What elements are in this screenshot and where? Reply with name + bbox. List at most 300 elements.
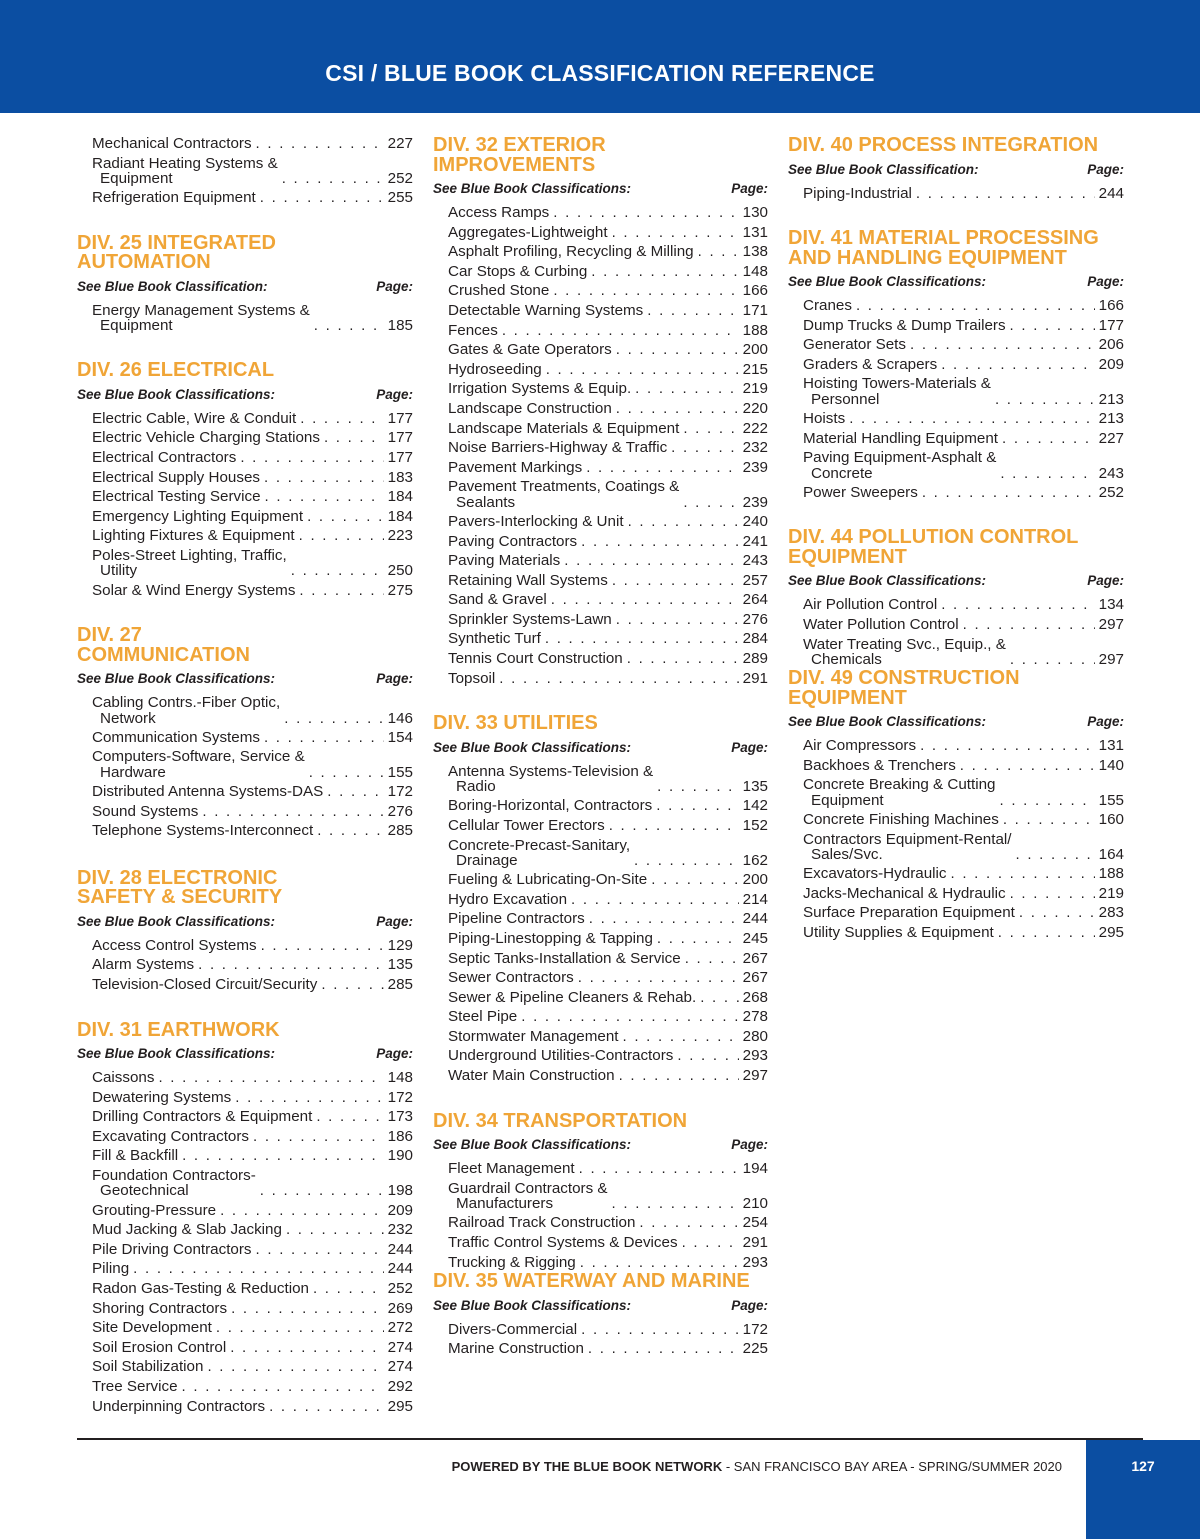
entry-page-number: 272 xyxy=(387,1319,413,1337)
classification-list xyxy=(433,203,768,688)
entry-page-number: 244 xyxy=(1098,184,1124,202)
classification-entry[interactable] xyxy=(433,629,768,649)
classification-entry[interactable] xyxy=(433,512,768,532)
entry-page-number: 268 xyxy=(742,988,768,1006)
classification-entry[interactable] xyxy=(433,1007,768,1027)
entry-name: Fill & Backfill xyxy=(92,1147,179,1165)
classification-entry[interactable] xyxy=(77,802,413,822)
entry-page-number: 291 xyxy=(742,1233,768,1251)
entry-name: Gates & Gate Operators xyxy=(448,341,612,359)
classification-entry[interactable] xyxy=(433,1027,768,1047)
entry-name: Underpinning Contractors xyxy=(92,1397,266,1415)
entry-page-number: 209 xyxy=(387,1201,413,1219)
classification-entry[interactable] xyxy=(77,507,413,527)
classification-entry[interactable] xyxy=(788,595,1124,615)
entry-name: Antenna Systems-Television & xyxy=(448,762,654,780)
dot-leader xyxy=(158,1068,383,1088)
entry-name: Piping-Linestopping & Tapping xyxy=(448,929,653,947)
dot-leader xyxy=(1010,652,1095,667)
classification-entry[interactable] xyxy=(433,1339,768,1359)
classification-entry[interactable] xyxy=(788,483,1124,503)
entry-name: Dewatering Systems xyxy=(92,1088,232,1106)
entry-name: Concrete Finishing Machines xyxy=(803,811,999,828)
classification-entry[interactable] xyxy=(77,821,413,841)
classification-entry[interactable] xyxy=(433,571,768,591)
classification-entry[interactable] xyxy=(77,1201,413,1221)
dot-leader xyxy=(321,975,383,995)
entry-name: Access Ramps xyxy=(448,204,550,221)
dot-leader xyxy=(963,615,1095,635)
entry-name: Distributed Antenna Systems-DAS xyxy=(92,783,324,800)
page-column-label: Page: xyxy=(376,278,413,294)
classification-entry[interactable] xyxy=(433,203,768,223)
classification-entry[interactable] xyxy=(788,830,1124,865)
dot-leader xyxy=(182,1377,384,1397)
entry-page-number: 275 xyxy=(387,581,413,599)
dot-leader xyxy=(256,134,384,154)
classification-entry[interactable] xyxy=(788,903,1124,923)
classification-entry[interactable] xyxy=(433,1233,768,1253)
classification-entry[interactable] xyxy=(77,1068,413,1088)
dot-leader xyxy=(235,1088,383,1108)
entry-name: Backhoes & Trenchers xyxy=(803,756,956,774)
classification-entry[interactable] xyxy=(77,1357,413,1377)
classification-entry[interactable] xyxy=(788,864,1124,884)
division-title: DIV. 27 COMMUNICATION xyxy=(77,624,250,666)
division-title: DIV. 32 EXTERIOR IMPROVEMENTS xyxy=(433,134,606,176)
entry-name: Tree Service xyxy=(92,1377,178,1395)
entry-name: Surface Preparation Equipment xyxy=(803,904,1015,922)
subheader-label: See Blue Book Classifications: xyxy=(77,671,276,687)
footer-divider xyxy=(77,1438,1143,1440)
dot-leader xyxy=(299,526,384,546)
classification-entry[interactable] xyxy=(788,615,1124,635)
entry-page-number: 267 xyxy=(742,949,768,967)
entry-name: Detectable Warning Systems xyxy=(448,301,644,319)
classification-entry[interactable] xyxy=(77,468,413,488)
entry-page-number: 160 xyxy=(1098,811,1124,828)
classification-entry[interactable] xyxy=(433,909,768,929)
subheader-label: See Blue Book Classifications: xyxy=(433,739,632,755)
entry-page-number: 276 xyxy=(742,610,768,628)
dot-leader xyxy=(588,1339,739,1359)
entry-name-continued: Hardware xyxy=(100,763,166,781)
entry-page-number: 284 xyxy=(742,630,768,648)
classification-entry[interactable] xyxy=(77,1279,413,1299)
classification-entry[interactable] xyxy=(433,340,768,360)
classification-entry[interactable] xyxy=(77,1240,413,1260)
entry-page-number: 134 xyxy=(1098,596,1124,614)
entry-name-continued: Equipment xyxy=(100,317,173,335)
entry-name: Lighting Fixtures & Equipment xyxy=(92,527,295,545)
column-left xyxy=(77,134,413,1416)
classification-entry[interactable] xyxy=(788,756,1124,776)
entry-name: Retaining Wall Systems xyxy=(448,571,608,589)
entry-name: Dump Trucks & Dump Trailers xyxy=(803,316,1006,334)
division-section xyxy=(77,626,413,841)
entry-name: Pavement Markings xyxy=(448,458,583,476)
classification-entry[interactable] xyxy=(788,635,1124,670)
entry-page-number: 297 xyxy=(742,1067,768,1085)
classification-entry[interactable] xyxy=(77,693,413,728)
classification-entry[interactable] xyxy=(433,281,768,301)
entry-page-number: 184 xyxy=(387,488,413,506)
page-column-label: Page: xyxy=(1087,161,1124,177)
classification-entry[interactable] xyxy=(788,775,1124,810)
entry-page-number: 200 xyxy=(742,871,768,889)
dot-leader xyxy=(612,1196,739,1211)
entry-page-number: 219 xyxy=(1098,884,1124,902)
entry-page-number: 213 xyxy=(1098,410,1124,428)
classification-entry[interactable] xyxy=(77,1299,413,1319)
entry-page-number: 183 xyxy=(387,468,413,486)
entry-name: Guardrail Contractors & xyxy=(448,1179,608,1197)
classification-entry[interactable] xyxy=(77,1088,413,1108)
division-section xyxy=(788,669,1124,942)
dot-leader xyxy=(657,779,739,794)
classification-entry[interactable] xyxy=(77,154,413,189)
classification-entry[interactable] xyxy=(433,890,768,910)
classification-entry[interactable] xyxy=(433,816,768,836)
classification-entry[interactable] xyxy=(788,296,1124,316)
entry-page-number: 264 xyxy=(742,591,768,609)
classification-entry[interactable] xyxy=(433,988,768,1008)
entry-page-number: 240 xyxy=(742,512,768,530)
classification-entry[interactable] xyxy=(433,438,768,458)
classification-subheader xyxy=(77,914,413,930)
division-title: DIV. 44 POLLUTION CONTROL EQUIPMENT xyxy=(788,526,1079,568)
entry-page-number: 244 xyxy=(387,1240,413,1258)
entry-name-continued: Manufacturers xyxy=(456,1195,554,1213)
classification-entry[interactable] xyxy=(77,1338,413,1358)
classification-entry[interactable] xyxy=(77,188,413,208)
entry-page-number: 214 xyxy=(742,890,768,908)
entry-name: Pipeline Contractors xyxy=(448,910,585,928)
entry-page-number: 155 xyxy=(387,763,413,781)
classification-entry[interactable] xyxy=(788,810,1124,830)
entry-page-number: 190 xyxy=(387,1147,413,1165)
classification-entry[interactable] xyxy=(77,955,413,975)
entry-name-continued: Drainage xyxy=(456,851,518,869)
classification-entry[interactable] xyxy=(433,669,768,689)
classification-entry[interactable] xyxy=(788,374,1124,409)
classification-entry[interactable] xyxy=(433,929,768,949)
dot-leader xyxy=(651,870,738,890)
classification-entry[interactable] xyxy=(433,649,768,669)
classification-entry[interactable] xyxy=(788,923,1124,943)
classification-entry[interactable] xyxy=(77,975,413,995)
classification-entry[interactable] xyxy=(788,355,1124,375)
classification-entry[interactable] xyxy=(433,262,768,282)
classification-entry[interactable] xyxy=(77,1397,413,1417)
classification-entry[interactable] xyxy=(433,796,768,816)
classification-entry[interactable] xyxy=(433,949,768,969)
entry-page-number: 130 xyxy=(742,204,768,221)
entry-name: Piling xyxy=(92,1260,130,1278)
entry-name-continued: Personnel xyxy=(811,390,880,408)
classification-entry[interactable] xyxy=(77,134,413,154)
dot-leader xyxy=(313,1279,384,1299)
classification-entry[interactable] xyxy=(77,546,413,581)
dot-leader xyxy=(998,923,1095,943)
entry-name: Hydro Excavation xyxy=(448,890,568,908)
dot-leader xyxy=(849,409,1094,429)
entry-page-number: 188 xyxy=(742,321,768,339)
classification-entry[interactable] xyxy=(433,1179,768,1214)
entry-name: Marine Construction xyxy=(448,1340,584,1358)
classification-entry[interactable] xyxy=(433,1066,768,1086)
classification-entry[interactable] xyxy=(77,301,413,336)
entry-name: Communication Systems xyxy=(92,728,260,746)
page-column-label: Page: xyxy=(376,913,413,929)
classification-entry[interactable] xyxy=(77,1220,413,1240)
classification-entry[interactable] xyxy=(433,301,768,321)
entry-name: Mechanical Contractors xyxy=(92,135,252,152)
entry-page-number: 172 xyxy=(387,1088,413,1106)
classification-entry[interactable] xyxy=(433,419,768,439)
classification-entry[interactable] xyxy=(77,1166,413,1201)
entry-name: Electric Vehicle Charging Stations xyxy=(92,429,320,447)
classification-entry[interactable] xyxy=(433,1320,768,1340)
dot-leader xyxy=(264,468,384,488)
classification-entry[interactable] xyxy=(433,242,768,262)
entry-name: Car Stops & Curbing xyxy=(448,262,588,280)
entry-page-number: 255 xyxy=(387,189,413,207)
classification-entry[interactable] xyxy=(77,448,413,468)
entry-page-number: 250 xyxy=(387,562,413,580)
division-title: DIV. 40 PROCESS INTEGRATION xyxy=(788,134,1099,156)
classification-entry[interactable] xyxy=(77,747,413,782)
classification-entry[interactable] xyxy=(433,532,768,552)
dot-leader xyxy=(581,532,739,552)
classification-entry[interactable] xyxy=(433,551,768,571)
dot-leader xyxy=(639,1213,738,1233)
dot-leader xyxy=(635,379,738,399)
dot-leader xyxy=(182,1146,384,1166)
subheader-label: See Blue Book Classifications: xyxy=(788,573,987,589)
page-title: CSI / BLUE BOOK CLASSIFICATION REFERENCE xyxy=(325,60,875,86)
entry-name: Pavement Treatments, Coatings & xyxy=(448,478,680,496)
entry-name: Landscape Construction xyxy=(448,399,612,417)
dot-leader xyxy=(291,563,384,578)
classification-entry[interactable] xyxy=(433,1046,768,1066)
classification-entry[interactable] xyxy=(788,448,1124,483)
entry-name: Hydroseeding xyxy=(448,360,542,378)
dot-leader xyxy=(685,949,739,969)
classification-entry[interactable] xyxy=(788,736,1124,756)
classification-entry[interactable] xyxy=(433,1159,768,1179)
entry-page-number: 131 xyxy=(1098,737,1124,755)
dot-leader xyxy=(265,487,384,507)
dot-leader xyxy=(683,419,738,439)
classification-entry[interactable] xyxy=(433,1213,768,1233)
dot-leader xyxy=(240,448,383,468)
dot-leader xyxy=(553,203,738,223)
dot-leader xyxy=(627,649,739,669)
page-column-label: Page: xyxy=(731,1297,768,1313)
classification-list xyxy=(788,736,1124,942)
entry-page-number: 210 xyxy=(742,1195,768,1213)
entry-page-number: 140 xyxy=(1098,756,1124,774)
entry-page-number: 142 xyxy=(742,797,768,815)
dot-leader xyxy=(260,1183,384,1198)
continued-entries xyxy=(77,134,413,208)
classification-entry[interactable] xyxy=(77,428,413,448)
entry-page-number: 274 xyxy=(387,1358,413,1376)
entry-page-number: 164 xyxy=(1098,845,1124,863)
classification-entry[interactable] xyxy=(77,1146,413,1166)
dot-leader xyxy=(1010,884,1095,904)
entry-name: Aggregates-Lightweight xyxy=(448,223,608,241)
classification-entry[interactable] xyxy=(77,1127,413,1147)
entry-name: Site Development xyxy=(92,1319,212,1337)
dot-leader xyxy=(960,756,1095,776)
entry-page-number: 257 xyxy=(742,571,768,589)
entry-page-number: 186 xyxy=(387,1127,413,1145)
division-section xyxy=(77,231,413,336)
dot-leader xyxy=(502,321,739,341)
dot-leader xyxy=(282,171,384,186)
classification-entry[interactable] xyxy=(77,487,413,507)
dot-leader xyxy=(671,438,738,458)
entry-name: Paving Contractors xyxy=(448,532,578,550)
classification-entry[interactable] xyxy=(433,762,768,797)
classification-entry[interactable] xyxy=(77,409,413,429)
entry-name-continued: Sales/Svc. xyxy=(811,845,883,863)
dot-leader xyxy=(260,188,384,208)
classification-subheader xyxy=(788,573,1124,589)
classification-entry[interactable] xyxy=(433,968,768,988)
dot-leader xyxy=(656,796,738,816)
entry-name: Railroad Track Construction xyxy=(448,1214,636,1232)
entry-name: Irrigation Systems & Equip. xyxy=(448,380,632,398)
entry-name: Electric Cable, Wire & Conduit xyxy=(92,409,297,427)
classification-entry[interactable] xyxy=(788,316,1124,336)
dot-leader xyxy=(612,571,739,591)
classification-entry[interactable] xyxy=(788,335,1124,355)
entry-page-number: 184 xyxy=(387,507,413,525)
classification-entry[interactable] xyxy=(433,321,768,341)
page-header-banner xyxy=(0,0,1200,113)
entry-name-lines xyxy=(448,764,653,795)
division-section xyxy=(433,714,768,1085)
classification-entry[interactable] xyxy=(788,409,1124,429)
dot-leader xyxy=(231,1299,384,1319)
classification-entry[interactable] xyxy=(433,836,768,871)
entry-name-lines xyxy=(92,695,280,726)
dot-leader xyxy=(253,1127,384,1147)
classification-entry[interactable] xyxy=(77,1377,413,1397)
entry-name: Energy Management Systems & xyxy=(92,301,310,319)
dot-leader xyxy=(634,853,739,868)
entry-page-number: 244 xyxy=(742,910,768,928)
dot-leader xyxy=(198,955,384,975)
dot-leader xyxy=(586,458,738,478)
division-section xyxy=(433,136,768,688)
classification-entry[interactable] xyxy=(77,581,413,601)
classification-entry[interactable] xyxy=(433,399,768,419)
entry-name-continued: Network xyxy=(100,709,156,727)
subheader-label: See Blue Book Classifications: xyxy=(77,1046,276,1062)
entry-name: Underground Utilities-Contractors xyxy=(448,1047,674,1065)
entry-name-lines xyxy=(92,156,278,187)
classification-entry[interactable] xyxy=(433,458,768,478)
entry-page-number: 146 xyxy=(387,709,413,727)
classification-entry[interactable] xyxy=(788,184,1124,204)
division-section xyxy=(77,1018,413,1417)
entry-page-number: 283 xyxy=(1098,904,1124,922)
classification-entry[interactable] xyxy=(433,590,768,610)
entry-name: Sewer Contractors xyxy=(448,969,574,987)
classification-entry[interactable] xyxy=(433,477,768,512)
division-section xyxy=(788,229,1124,502)
entry-page-number: 244 xyxy=(387,1260,413,1278)
entry-page-number: 154 xyxy=(387,728,413,746)
entry-page-number: 227 xyxy=(387,135,413,152)
entry-name: Electrical Supply Houses xyxy=(92,468,260,486)
entry-name: Fueling & Lubricating-On-Site xyxy=(448,871,648,889)
classification-entry[interactable] xyxy=(77,782,413,802)
classification-entry[interactable] xyxy=(788,429,1124,449)
dot-leader xyxy=(941,595,1094,615)
division-title: DIV. 33 UTILITIES xyxy=(433,712,598,735)
classification-entry[interactable] xyxy=(433,360,768,380)
dot-leader xyxy=(545,629,739,649)
entry-page-number: 172 xyxy=(742,1320,768,1338)
entry-page-number: 223 xyxy=(387,527,413,545)
entry-page-number: 148 xyxy=(387,1069,413,1087)
classification-entry[interactable] xyxy=(433,610,768,630)
dot-leader xyxy=(579,1159,739,1179)
entry-name: Excavators-Hydraulic xyxy=(803,865,947,883)
column-middle xyxy=(433,136,768,1359)
classification-entry[interactable] xyxy=(77,1318,413,1338)
classification-entry[interactable] xyxy=(433,379,768,399)
entry-name-lines xyxy=(448,838,630,869)
dot-leader xyxy=(133,1259,384,1279)
classification-entry[interactable] xyxy=(77,1259,413,1279)
entry-name: Asphalt Profiling, Recycling & Milling xyxy=(448,243,694,261)
entry-page-number: 172 xyxy=(387,783,413,800)
entry-page-number: 213 xyxy=(1098,390,1124,408)
entry-name-lines xyxy=(92,749,305,780)
classification-entry[interactable] xyxy=(77,1107,413,1127)
dot-leader xyxy=(261,936,384,956)
dot-leader xyxy=(950,864,1094,884)
entry-name: Paving Equipment-Asphalt & xyxy=(803,449,997,467)
classification-entry[interactable] xyxy=(77,936,413,956)
column-right xyxy=(788,136,1124,943)
entry-name: Water Main Construction xyxy=(448,1067,615,1085)
dot-leader xyxy=(647,301,738,321)
classification-entry[interactable] xyxy=(433,870,768,890)
classification-entry[interactable] xyxy=(788,884,1124,904)
entry-name: Synthetic Turf xyxy=(448,630,541,648)
entry-page-number: 215 xyxy=(742,360,768,378)
dot-leader xyxy=(612,223,739,243)
entry-name: Topsoil xyxy=(448,669,496,687)
entry-name-lines xyxy=(448,1181,608,1212)
entry-name: Soil Erosion Control xyxy=(92,1338,227,1356)
dot-leader xyxy=(578,968,739,988)
entry-page-number: 152 xyxy=(742,816,768,834)
entry-page-number: 252 xyxy=(1098,483,1124,501)
classification-entry[interactable] xyxy=(77,728,413,748)
classification-entry[interactable] xyxy=(433,223,768,243)
classification-entry[interactable] xyxy=(77,526,413,546)
subheader-label: See Blue Book Classification: xyxy=(788,161,979,177)
dot-leader xyxy=(581,1320,739,1340)
